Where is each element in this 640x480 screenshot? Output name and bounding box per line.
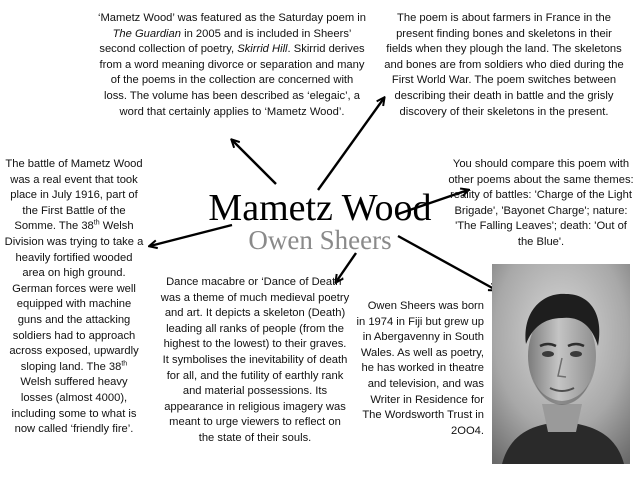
note-author-biography: Owen Sheers was born in 1974 in Fiji but grew up in Abergavenny in South Wales. As well as poetry, he has worked in theatre and television, and was Writer in Residence for The Wordsworth Trust in 2OO4. (356, 300, 484, 437)
note-poem-comparisons: You should compare this poem with other poems about the same themes: reality of battles: 'Charge of the Light Brigade', 'Bayonet Charge'; nature: 'The Falling Leaves'; death: 'Out of the Blue'. (448, 158, 634, 248)
arrow-to-top-left-note (232, 140, 276, 184)
note-dance-macabre: Dance macabre or ‘Dance of Death’ was a theme of much medieval poetry and art. It depicts a skeleton (Death) leading all ranks of people (from the highest to the lowest) to their graves. It symbolises the inevitability of death for all, and the futility of earthly rank and material possessions. Its appearance in religious imagery was meant to urge viewers to reflect on the state of their souls. (160, 276, 350, 444)
note-battle-history: The battle of Mametz Wood was a real event that took place in July 1916, part of the First Battle of the Somme. The 38th Welsh Division was trying to take a heavily fortified wooded area on high ground. German forces were well equipped with machine guns and the attacking soldiers had to approach across exposed, upwardly sloping land. The 38th Welsh suffered heavy losses (almost 4000), including some to what is now called ‘friendly fire’. (4, 158, 144, 436)
poem-title: Mametz Wood (208, 187, 432, 229)
note-guardian-skirrid-hill: ‘Mametz Wood’ was featured as the Saturday poem in The Guardian in 2005 and is included in Sheers’ second collection of poetry, Skirrid Hill. Skirrid derives from a word meaning divorce or separation and many of the poems in the collection are concerned with loss. The volume has been described as ‘elegaic’, a word that certainly applies to ‘Mametz Wood’. (98, 12, 367, 118)
poet-name: Owen Sheers (248, 225, 392, 255)
note-poem-summary: The poem is about farmers in France in the present finding bones and skeletons in their fields when they plough the land. The skeletons and bones are from soldiers who died during the First World War. The poem switches between describing their death in battle and the grisly discovery of their skeletons in the present. (384, 12, 624, 118)
author-portrait-photo (492, 264, 630, 464)
